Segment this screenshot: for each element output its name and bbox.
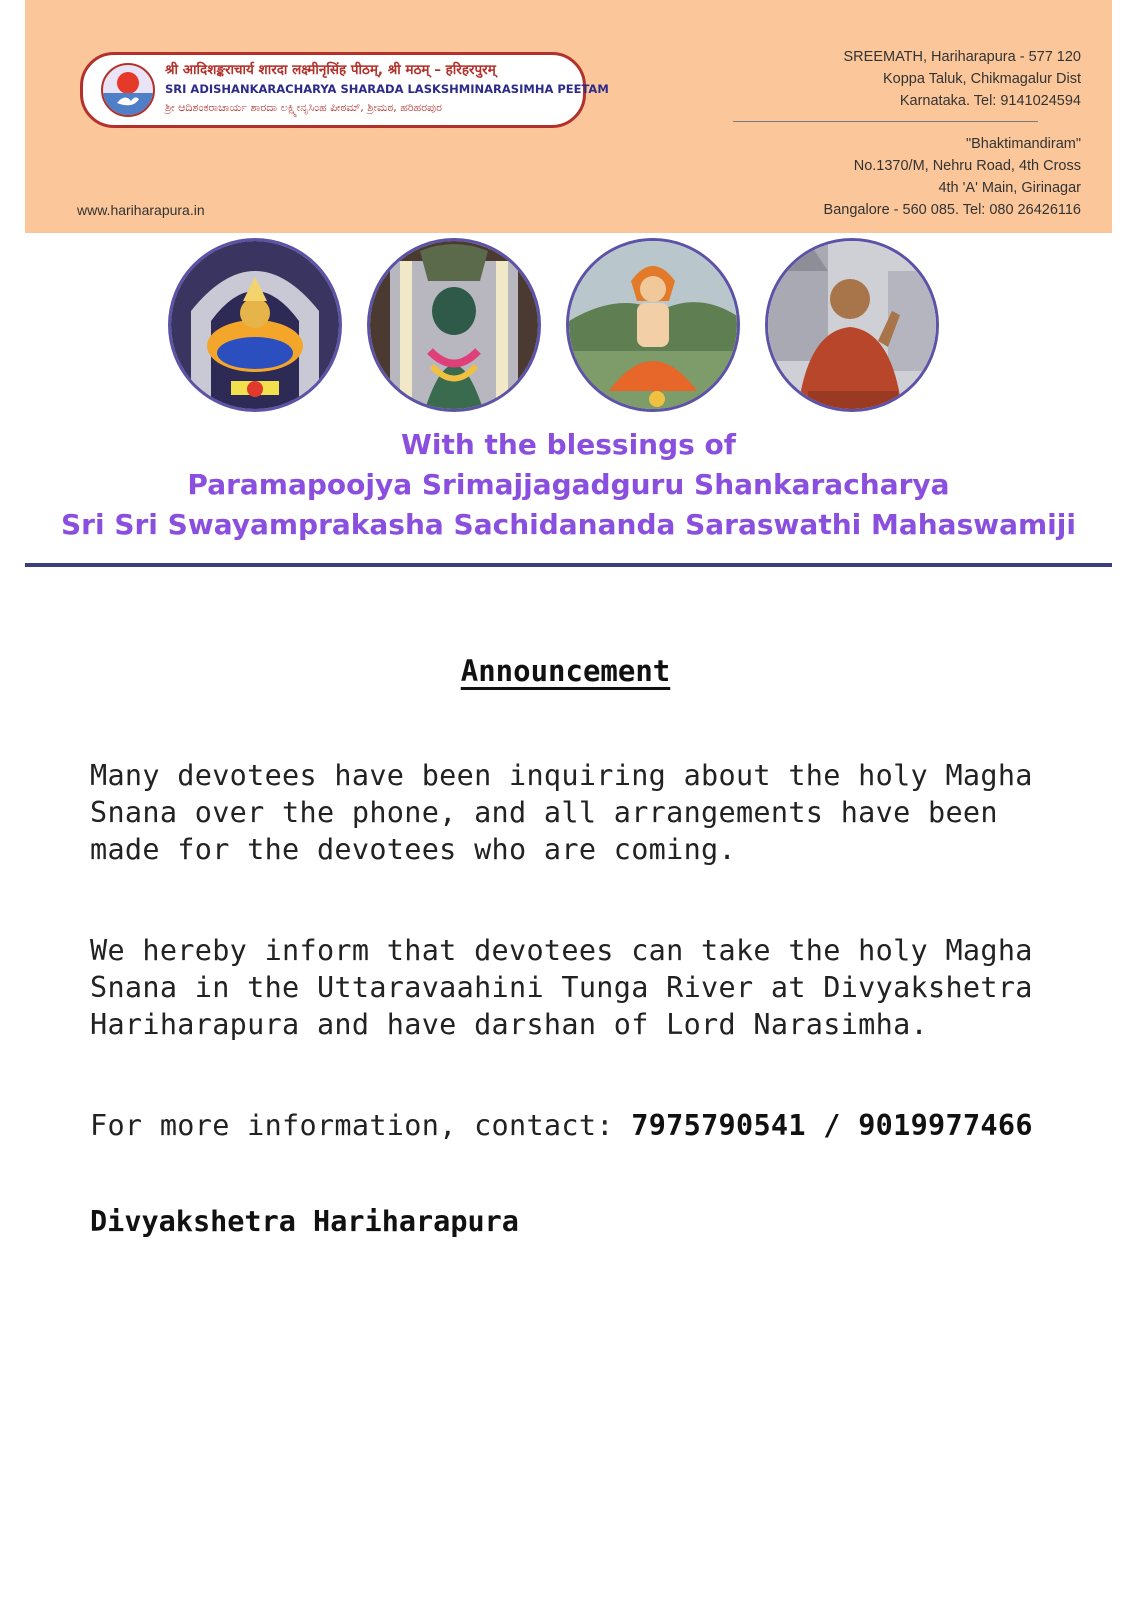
address-line: Bangalore - 560 085. Tel: 080 26426116: [823, 202, 1081, 218]
address-line: No.1370/M, Nehru Road, 4th Cross: [853, 158, 1081, 174]
swamiji-photo: [765, 238, 939, 412]
logo-hindi-text: श्री आदिशङ्कराचार्य शारदा लक्ष्मीनृसिंह पीठम्, श्री मठम् – हरिहरपुरम्: [165, 62, 496, 78]
address-divider: [733, 121, 1038, 122]
address-line: "Bhaktimandiram": [965, 136, 1081, 152]
signature: Divyakshetra Hariharapura: [90, 1205, 519, 1238]
address-line: Karnataka. Tel: 9141024594: [899, 93, 1081, 109]
header-divider: [25, 563, 1112, 567]
peetam-logo: [80, 52, 609, 128]
announcement-paragraph-2: We hereby inform that devotees can take the holy Magha Snana in the Uttaravaahini Tunga River at Divyakshetra Hariharapura and have darshan of Lord Narasimha.: [90, 934, 1033, 1041]
goddess-sharada-photo: [168, 238, 342, 412]
announcement-paragraph-1: Many devotees have been inquiring about the holy Magha Snana over the phone, and all arrangements have been made for the devotees who are coming.: [90, 759, 1033, 866]
address-bangalore: [824, 133, 1081, 221]
logo-english-text: SRI ADISHANKARACHARYA SHARADA LASKSHMINARASIMHA PEETAM: [165, 82, 609, 96]
lord-narasimha-photo: [367, 238, 541, 412]
contact-prefix: For more information, contact:: [90, 1109, 614, 1142]
contact-numbers: 7975790541 / 9019977466: [631, 1109, 1033, 1142]
contact-info: [90, 1107, 1090, 1144]
address-sreemath: [844, 46, 1081, 112]
blessings-line: Paramapoojya Srimajjagadguru Shankaracharya: [187, 468, 950, 501]
address-line: SREEMATH, Hariharapura - 577 120: [843, 49, 1081, 65]
announcement-title-text: Announcement: [460, 654, 671, 688]
blessings-line: With the blessings of: [401, 428, 736, 461]
website-link[interactable]: www.hariharapura.in: [77, 202, 205, 218]
logo-kannada-text: ಶ್ರೀ ಆದಿಶಂಕರಾಚಾರ್ಯ ಶಾರದಾ ಲಕ್ಷ್ಮೀನೃಸಿಂಹ ಪೀಠಮ್, ಶ್ರೀಮಠ, ಹರಿಹರಪುರ: [165, 101, 442, 114]
address-line: 4th 'A' Main, Girinagar: [938, 180, 1081, 196]
address-line: Koppa Taluk, Chikmagalur Dist: [883, 71, 1081, 87]
blessings-text: [25, 425, 1112, 545]
swan-sun-emblem-icon: [101, 63, 155, 117]
blessings-line: Sri Sri Swayamprakasha Sachidananda Saraswathi Mahaswamiji: [61, 508, 1076, 541]
adi-shankaracharya-photo: [566, 238, 740, 412]
announcement-title: [0, 654, 1131, 688]
